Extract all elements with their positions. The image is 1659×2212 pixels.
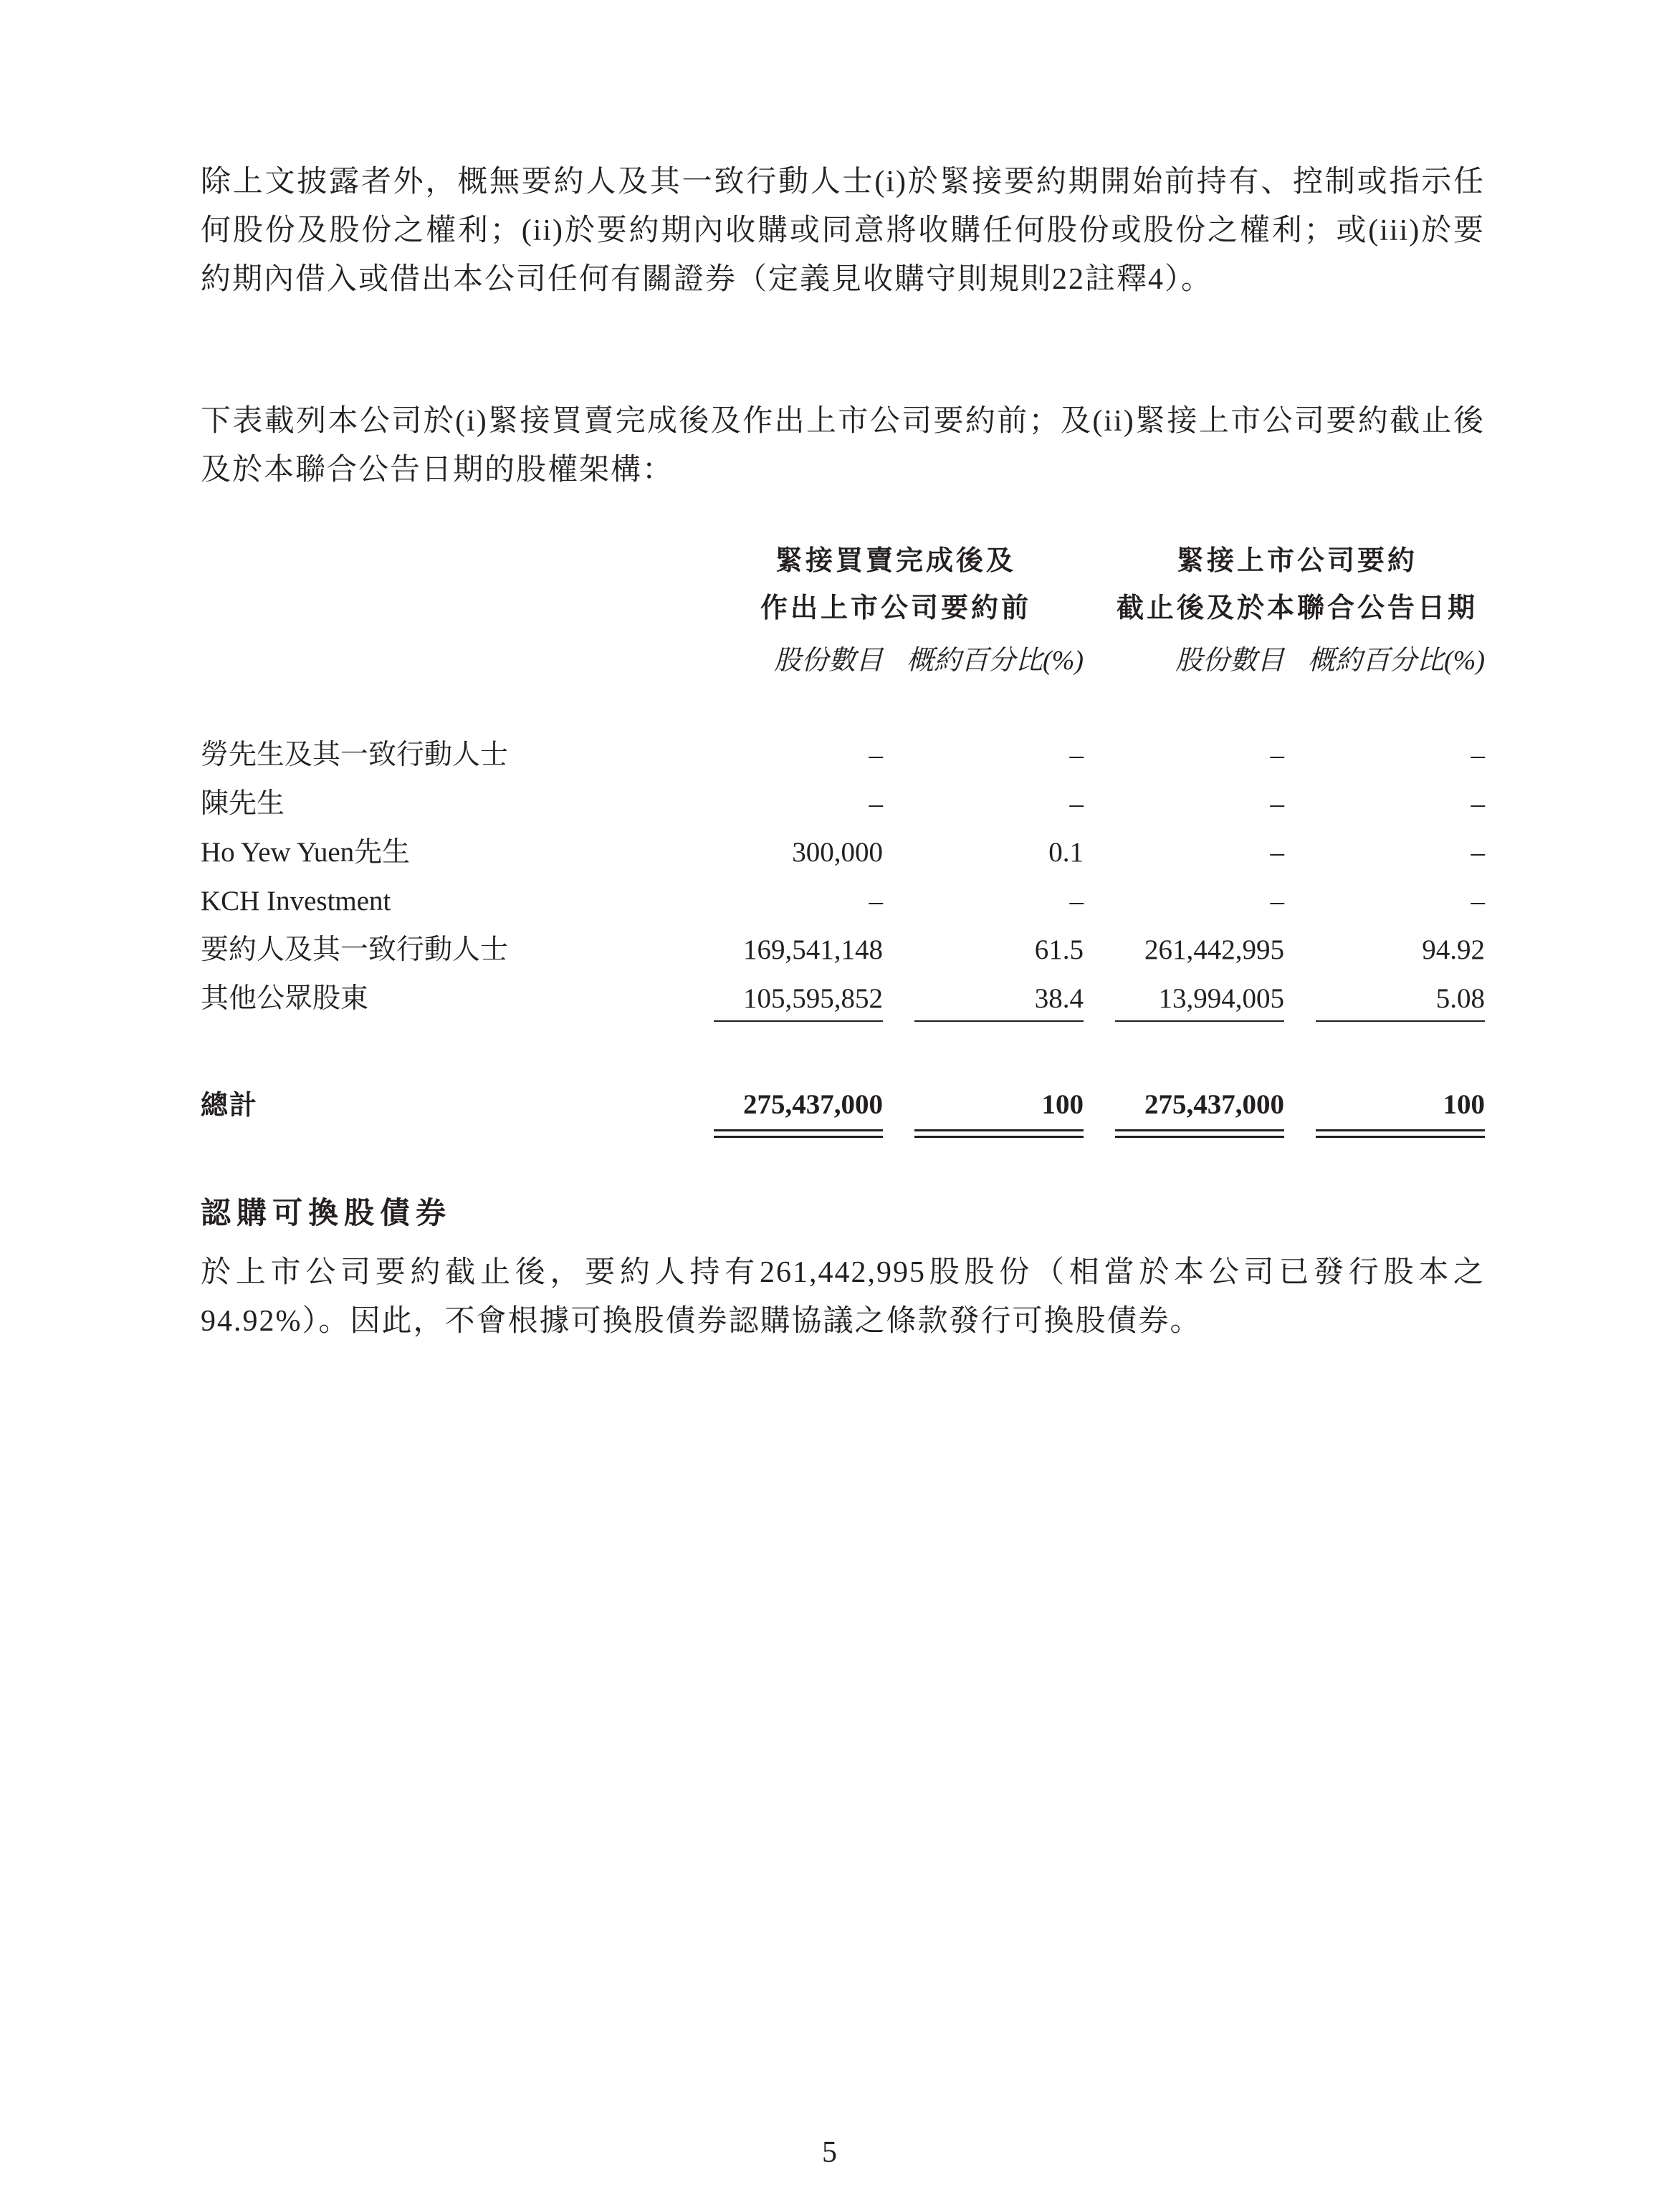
cell-shares-after: – xyxy=(1270,837,1284,868)
row-label: Ho Yew Yuen先生 xyxy=(201,837,411,868)
cell-percent-after: – xyxy=(1471,739,1485,770)
table-row xyxy=(0,782,1659,825)
table-row xyxy=(0,929,1659,972)
row-label: 勞先生及其一致行動人士 xyxy=(201,739,509,770)
cell-shares-before: 169,541,148 xyxy=(743,934,883,965)
cell-shares-after: – xyxy=(1270,739,1284,770)
subtotal-rule xyxy=(714,1020,883,1022)
group1-header-line2: 作出上市公司要約前 xyxy=(760,592,1031,623)
cell-percent-before: – xyxy=(1069,886,1084,916)
total-percent-after: 100 xyxy=(1443,1089,1485,1120)
cell-shares-before: – xyxy=(869,886,883,916)
cell-percent-after: 94.92 xyxy=(1422,934,1485,965)
total-shares-before: 275,437,000 xyxy=(743,1089,883,1120)
cell-percent-after: 5.08 xyxy=(1435,983,1485,1014)
subtotal-rule xyxy=(1316,1020,1485,1022)
disclosure-paragraph: 除上文披露者外，概無要約人及其一致行動人士(i)於緊接要約期開始前持有、控制或指示任何股份及股份之權利；(ii)於要約期內收購或同意將收購任何股份或股份之權利；或(iii)於要約期內借入或借出本公司任何有關證券（定義見收購守則規則22註釋4）。 xyxy=(201,166,1485,296)
cell-shares-after: – xyxy=(1270,886,1284,916)
cell-shares-after: 13,994,005 xyxy=(1158,983,1284,1014)
cell-percent-after: – xyxy=(1471,886,1485,916)
row-label: 要約人及其一致行動人士 xyxy=(201,934,509,965)
row-label: KCH Investment xyxy=(201,886,391,916)
cell-shares-before: – xyxy=(869,739,883,770)
subheader-shares-1: 股份數目 xyxy=(773,646,883,676)
cell-shares-after: – xyxy=(1270,788,1284,819)
cell-shares-before: 105,595,852 xyxy=(743,983,883,1014)
row-label: 陳先生 xyxy=(201,788,285,819)
cell-shares-before: 300,000 xyxy=(792,837,883,868)
total-shares-after: 275,437,000 xyxy=(1144,1089,1284,1120)
table-row xyxy=(0,831,1659,874)
cell-shares-before: – xyxy=(869,788,883,819)
total-double-rule xyxy=(714,1129,883,1138)
total-percent-before: 100 xyxy=(1041,1089,1084,1120)
cell-shares-after: 261,442,995 xyxy=(1144,934,1284,965)
row-label: 其他公眾股東 xyxy=(201,983,369,1014)
table-row xyxy=(0,977,1659,1020)
cell-percent-after: – xyxy=(1471,788,1485,819)
cell-percent-before: – xyxy=(1069,788,1084,819)
total-double-rule xyxy=(914,1129,1084,1138)
cell-percent-before: – xyxy=(1069,739,1084,770)
group2-header-line1: 緊接上市公司要約 xyxy=(1176,545,1417,576)
subtotal-rule xyxy=(914,1020,1084,1022)
subheader-percent-1: 概約百分比(%) xyxy=(907,646,1084,676)
table-intro-paragraph: 下表載列本公司於(i)緊接買賣完成後及作出上市公司要約前；及(ii)緊接上市公司要約截止後及於本聯合公告日期的股權架構： xyxy=(201,405,1485,487)
group2-header-line2: 截止後及於本聯合公告日期 xyxy=(1116,592,1478,623)
section-body-paragraph: 於上市公司要約截止後，要約人持有261,442,995股股份（相當於本公司已發行股本之94.92%）。因此，不會根據可換股債券認購協議之條款發行可換股債券。 xyxy=(201,1256,1485,1338)
subtotal-rule xyxy=(1115,1020,1284,1022)
cell-percent-before: 0.1 xyxy=(1048,837,1084,868)
table-row xyxy=(0,880,1659,923)
subheader-percent-2: 概約百分比(%) xyxy=(1308,646,1485,676)
subheader-shares-2: 股份數目 xyxy=(1175,646,1284,676)
cell-percent-before: 38.4 xyxy=(1034,983,1084,1014)
table-row xyxy=(0,734,1659,777)
total-double-rule xyxy=(1316,1129,1485,1138)
group1-header-line1: 緊接買賣完成後及 xyxy=(775,545,1016,576)
total-double-rule xyxy=(1115,1129,1284,1138)
total-label: 總計 xyxy=(201,1089,259,1121)
page-number: 5 xyxy=(822,2136,837,2169)
section-heading: 認購可換股債券 xyxy=(201,1195,452,1230)
cell-percent-before: 61.5 xyxy=(1034,934,1084,965)
total-row xyxy=(0,1083,1659,1126)
cell-percent-after: – xyxy=(1471,837,1485,868)
